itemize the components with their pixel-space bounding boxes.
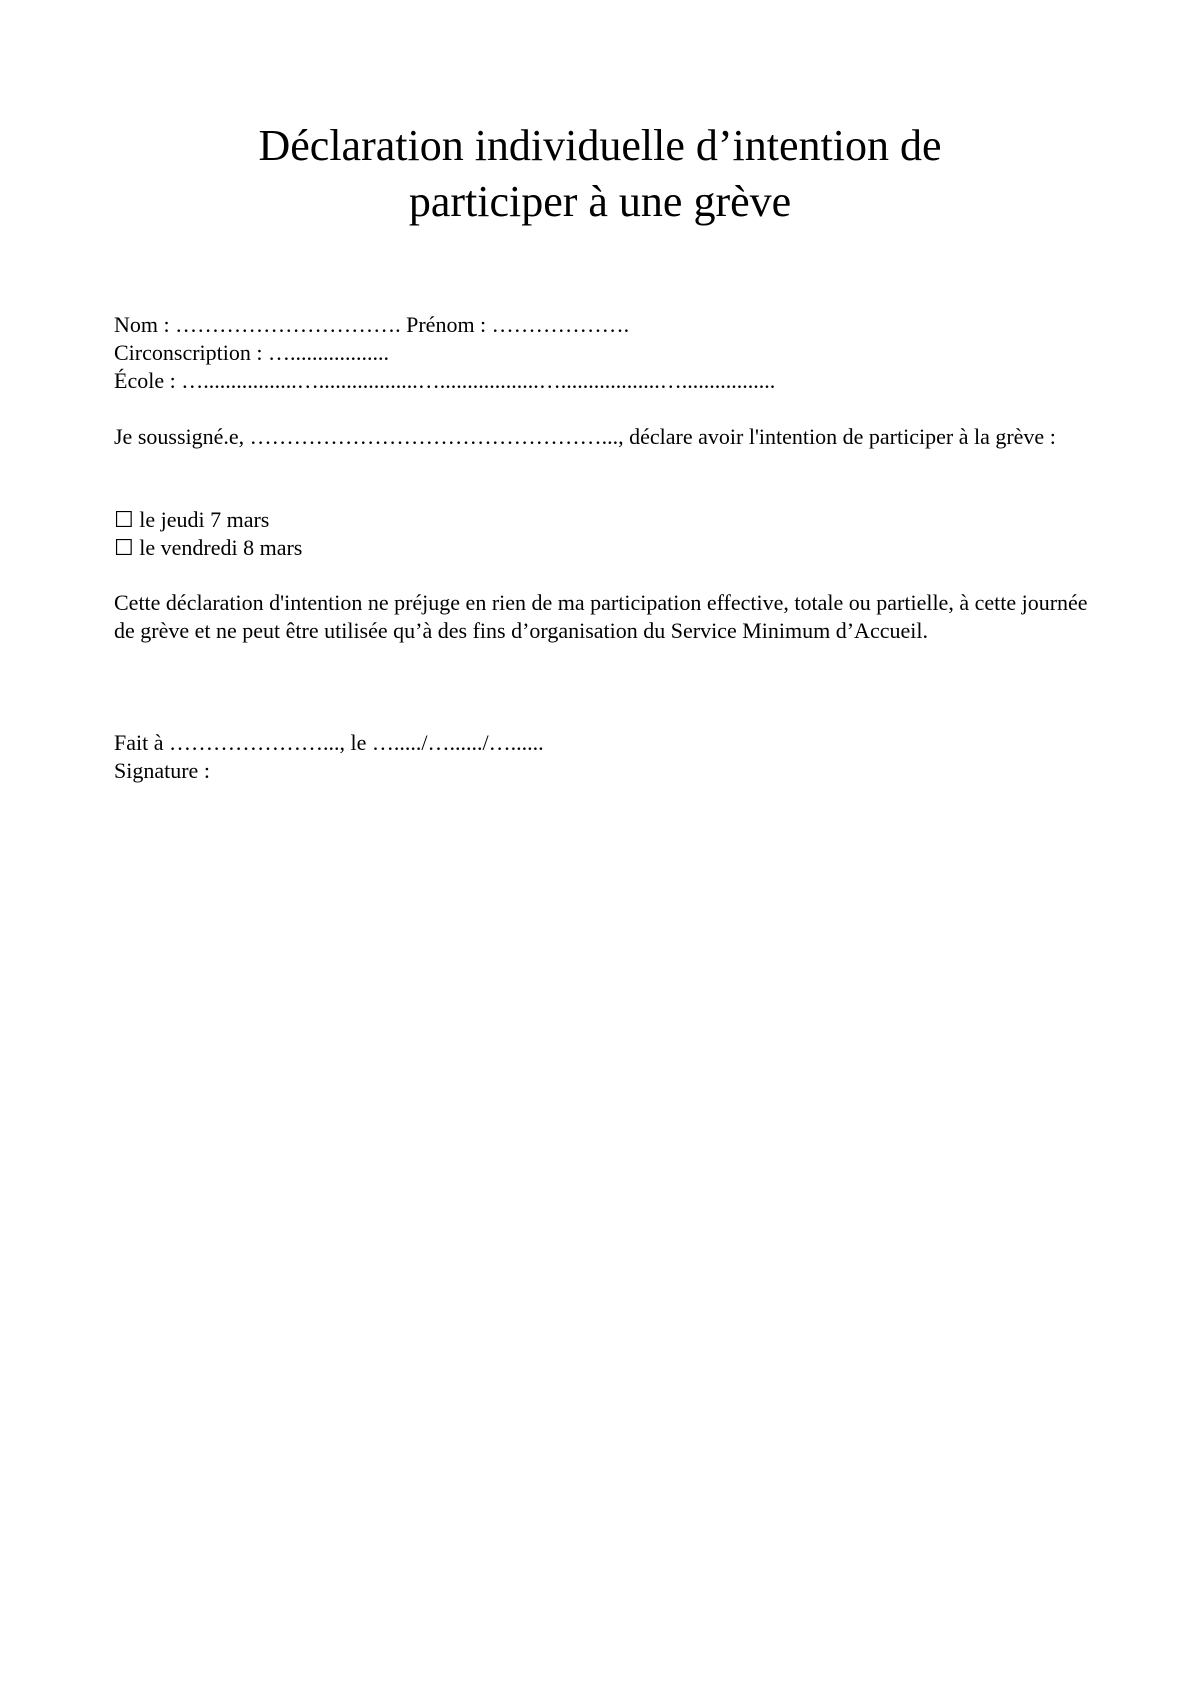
disclaimer-text: Cette déclaration d'intention ne préjuge en rien de ma participation effective, totale ou partielle, à cette journée de grève et ne peut être utilisée qu’à des fins d’organisation du Service Minimum d’Accueil.: [114, 590, 1088, 643]
checkbox-icon[interactable]: ☐: [114, 507, 134, 532]
document-title: [0, 118, 1200, 230]
strike-day-options: [114, 506, 1089, 562]
option-jeudi[interactable]: [114, 506, 1089, 534]
declaration-paragraph: [114, 423, 1089, 451]
option-jeudi-label: le jeudi 7 mars: [139, 507, 270, 532]
option-vendredi-label: le vendredi 8 mars: [139, 535, 303, 560]
disclaimer-paragraph: [114, 589, 1089, 645]
title-line-1: Déclaration individuelle d’intention de: [258, 121, 942, 170]
nom-prenom-line: Nom : …………………………. Prénom : ……………….: [114, 312, 630, 337]
identity-block: [114, 311, 1089, 395]
checkbox-icon[interactable]: ☐: [114, 535, 134, 560]
fait-a-line: Fait à …………………..., le …...../…....../…......: [114, 730, 544, 755]
option-vendredi[interactable]: [114, 534, 1089, 562]
declaration-text: Je soussigné.e, …………………………………………..., déclare avoir l'intention de participer à la grève :: [114, 424, 1056, 449]
ecole-line: École : ….................…..................…..................…..................….................: [114, 368, 776, 393]
signature-label: Signature :: [114, 758, 210, 783]
circonscription-line: Circonscription : …..................: [114, 340, 389, 365]
closing-block: [114, 729, 1089, 785]
title-line-2: participer à une grève: [408, 177, 792, 226]
